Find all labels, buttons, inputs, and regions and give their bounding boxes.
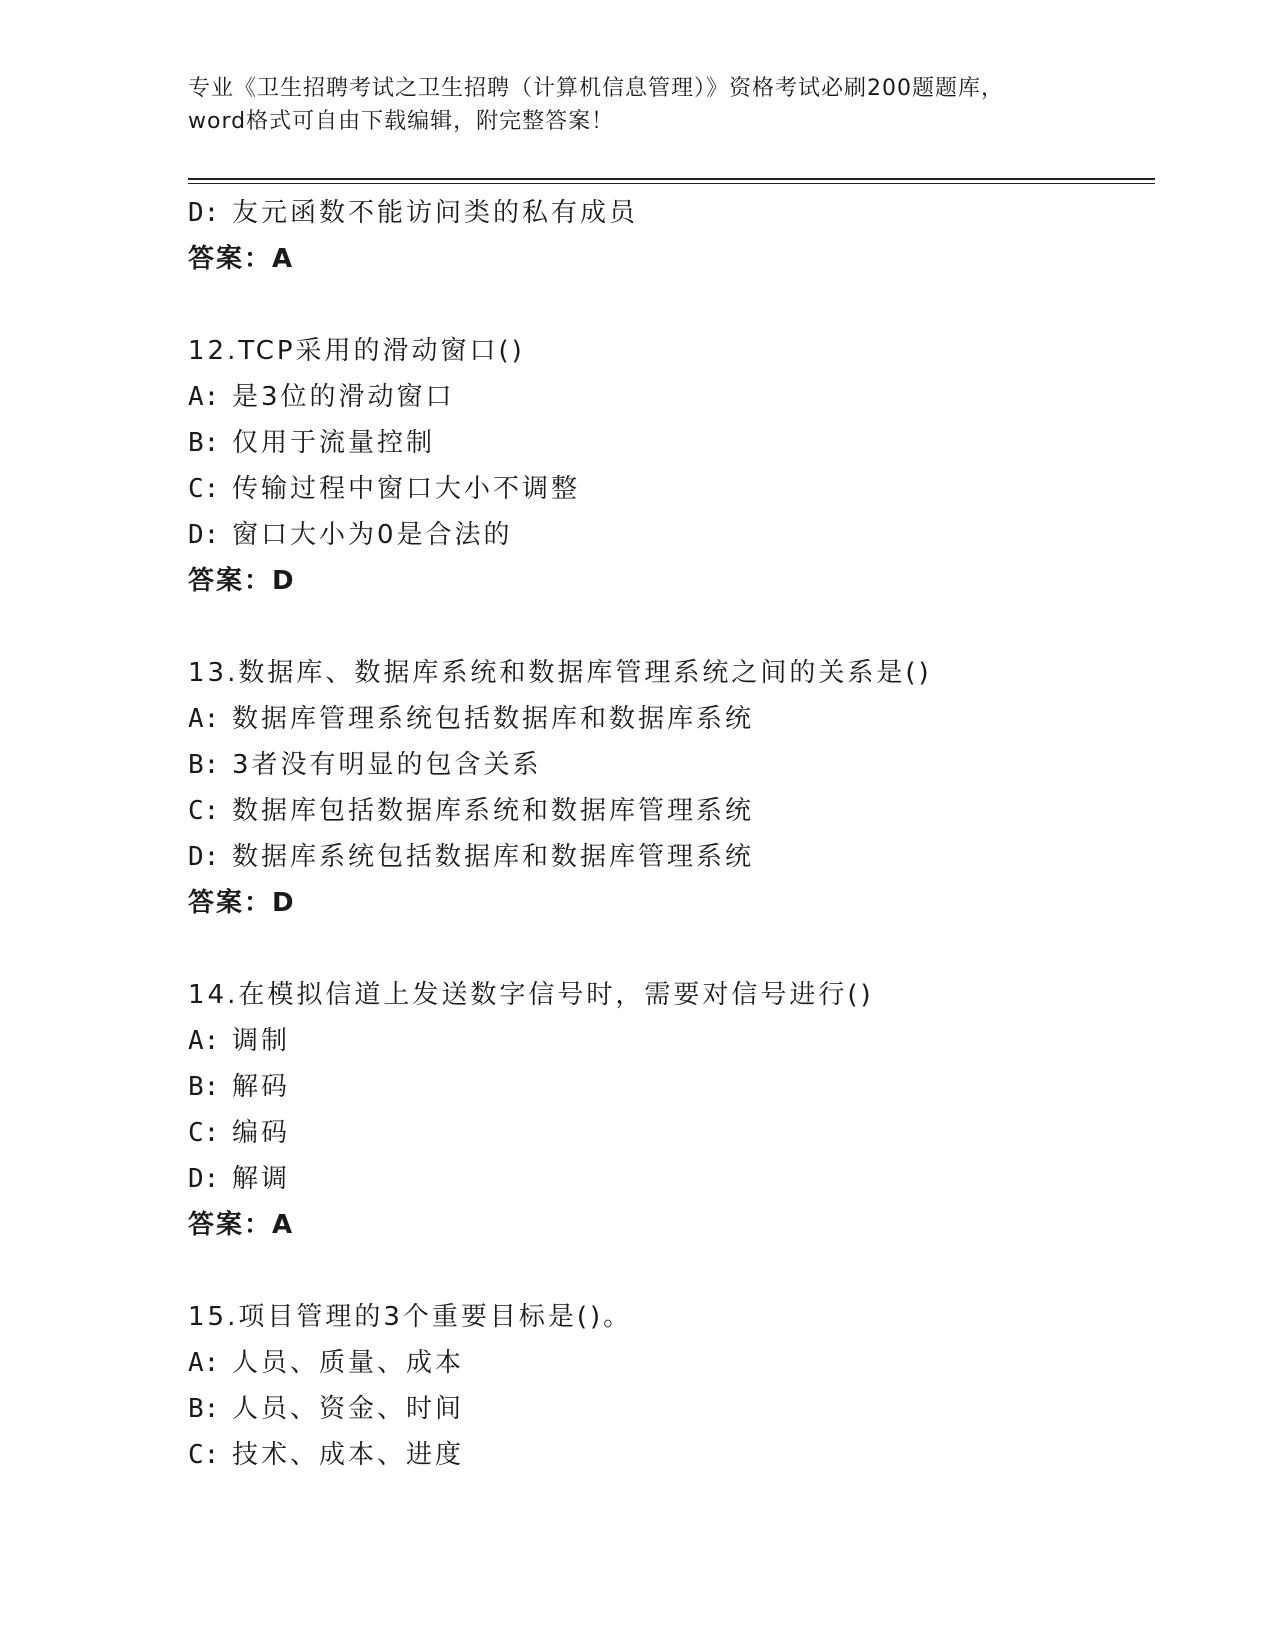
option-key: B:: [188, 750, 220, 780]
option-key: B:: [188, 1072, 220, 1102]
block-spacer: [188, 604, 1148, 650]
option-text: 窗口大小为0是合法的: [232, 520, 513, 550]
option-row: [188, 1340, 1148, 1386]
option-text: 人员、资金、时间: [232, 1394, 465, 1424]
option-row: [188, 1156, 1148, 1202]
option-key: A:: [188, 1348, 220, 1378]
header-line-2: word格式可自由下载编辑，附完整答案！: [188, 109, 615, 134]
option-text: 仅用于流量控制: [232, 428, 436, 458]
option-text: 调制: [232, 1026, 291, 1056]
option-row: [188, 1432, 1148, 1478]
option-row: [188, 466, 1148, 512]
option-key: C:: [188, 1118, 220, 1148]
option-row: [188, 1386, 1148, 1432]
option-key: A:: [188, 382, 220, 412]
question-title: 15.项目管理的3个重要目标是()。: [188, 1302, 633, 1332]
option-key: B:: [188, 428, 220, 458]
question-title: 13.数据库、数据库系统和数据库管理系统之间的关系是(): [188, 658, 932, 688]
question-block: [188, 190, 1148, 328]
option-text: 解调: [232, 1164, 291, 1194]
option-row: [188, 834, 1148, 880]
header-rule-thick: [188, 178, 1155, 180]
block-spacer: [188, 282, 1148, 328]
question-list: [188, 190, 1148, 1478]
question-block: [188, 972, 1148, 1294]
option-row: [188, 696, 1148, 742]
option-row: [188, 420, 1148, 466]
option-key: D:: [188, 520, 220, 550]
option-row: [188, 788, 1148, 834]
option-text: 技术、成本、进度: [232, 1440, 465, 1470]
option-row: [188, 1110, 1148, 1156]
option-text: 编码: [232, 1118, 291, 1148]
question-block: [188, 650, 1148, 972]
option-text: 是3位的滑动窗口: [232, 382, 455, 412]
option-key: C:: [188, 474, 220, 504]
answer-line: 答案：A: [188, 1210, 295, 1240]
question-block: [188, 328, 1148, 650]
option-row: [188, 742, 1148, 788]
option-key: A:: [188, 704, 220, 734]
answer-line: 答案：A: [188, 244, 295, 274]
option-key: D:: [188, 842, 220, 872]
option-text: 友元函数不能访问类的私有成员: [232, 198, 639, 228]
option-text: 人员、质量、成本: [232, 1348, 465, 1378]
block-spacer: [188, 1248, 1148, 1294]
option-key: A:: [188, 1026, 220, 1056]
option-key: B:: [188, 1394, 220, 1424]
option-row: [188, 190, 1148, 236]
answer-line: 答案：D: [188, 888, 296, 918]
option-key: C:: [188, 1440, 220, 1470]
option-text: 数据库包括数据库系统和数据库管理系统: [232, 796, 755, 826]
document-header: [188, 72, 1068, 138]
option-text: 3者没有明显的包含关系: [232, 750, 542, 780]
question-title: 14.在模拟信道上发送数字信号时，需要对信号进行(): [188, 980, 874, 1010]
option-key: C:: [188, 796, 220, 826]
option-text: 解码: [232, 1072, 291, 1102]
option-row: [188, 374, 1148, 420]
option-row: [188, 1064, 1148, 1110]
option-key: D:: [188, 198, 220, 228]
option-row: [188, 512, 1148, 558]
option-text: 传输过程中窗口大小不调整: [232, 474, 581, 504]
option-text: 数据库管理系统包括数据库和数据库系统: [232, 704, 755, 734]
answer-line: 答案：D: [188, 566, 296, 596]
option-text: 数据库系统包括数据库和数据库管理系统: [232, 842, 755, 872]
option-row: [188, 1018, 1148, 1064]
question-block: [188, 1294, 1148, 1478]
question-title: 12.TCP采用的滑动窗口(): [188, 336, 525, 366]
header-line-1: 专业《卫生招聘考试之卫生招聘（计算机信息管理）》资格考试必刷200题题库，: [188, 76, 1004, 101]
header-rule-thin: [188, 183, 1155, 184]
block-spacer: [188, 926, 1148, 972]
option-key: D:: [188, 1164, 220, 1194]
